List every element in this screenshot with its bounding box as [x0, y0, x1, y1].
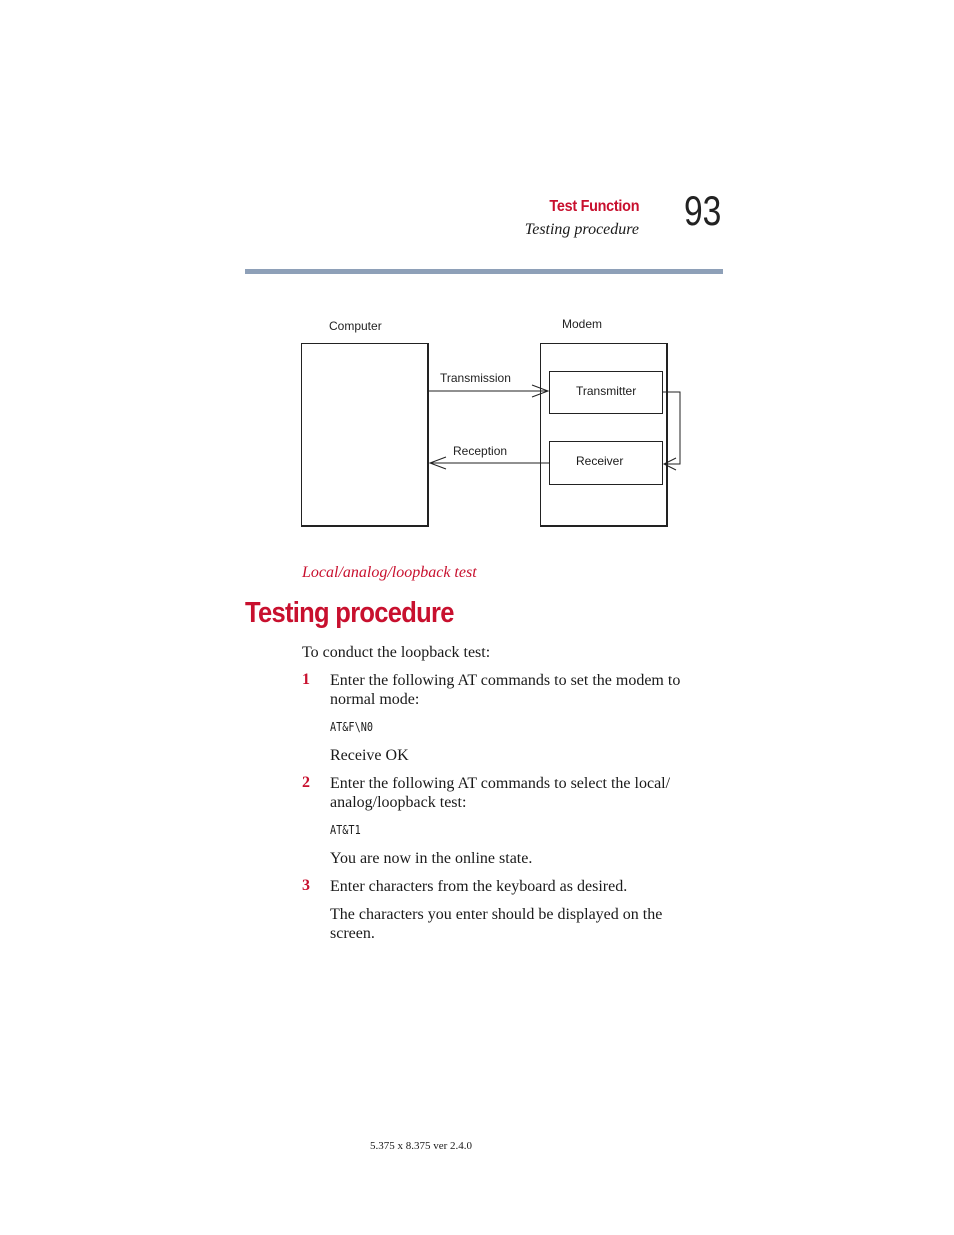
- step-1-text: Enter the following AT commands to set the modem to normal mode:: [330, 672, 681, 708]
- step-2-number: 2: [302, 774, 310, 791]
- step-1-result: Receive OK: [330, 747, 409, 764]
- receiver-label: Receiver: [576, 454, 624, 468]
- computer-label: Computer: [329, 319, 382, 333]
- header-section-title: Test Function: [549, 198, 639, 215]
- reception-label: Reception: [453, 444, 508, 458]
- step-3-text: Enter characters from the keyboard as desired.: [330, 878, 628, 895]
- section-heading: Testing procedure: [245, 597, 454, 629]
- modem-label: Modem: [562, 317, 603, 331]
- reception-arrow: [430, 457, 549, 469]
- step-3-result: The characters you enter should be displayed on the screen.: [330, 906, 663, 942]
- step-1-command: AT&F\N0: [330, 720, 373, 734]
- step-1-number: 1: [302, 671, 310, 688]
- footer-version: 5.375 x 8.375 ver 2.4.0: [370, 1140, 473, 1152]
- transmitter-label: Transmitter: [576, 384, 637, 398]
- header-subsection: Testing procedure: [524, 221, 639, 238]
- loopback-arrow: [663, 392, 680, 470]
- step-2-command: AT&T1: [330, 823, 361, 837]
- transmission-arrow: [429, 385, 548, 397]
- step-3-number: 3: [302, 877, 310, 894]
- step-2-result: You are now in the online state.: [330, 850, 533, 867]
- figure-caption: Local/analog/loopback test: [302, 564, 477, 581]
- intro-text: To conduct the loopback test:: [302, 644, 491, 661]
- figure-arrows: [0, 0, 954, 600]
- step-2-text: Enter the following AT commands to select the local/ analog/loopback test:: [330, 775, 671, 811]
- page-number: 93: [684, 187, 722, 234]
- transmission-label: Transmission: [440, 371, 511, 385]
